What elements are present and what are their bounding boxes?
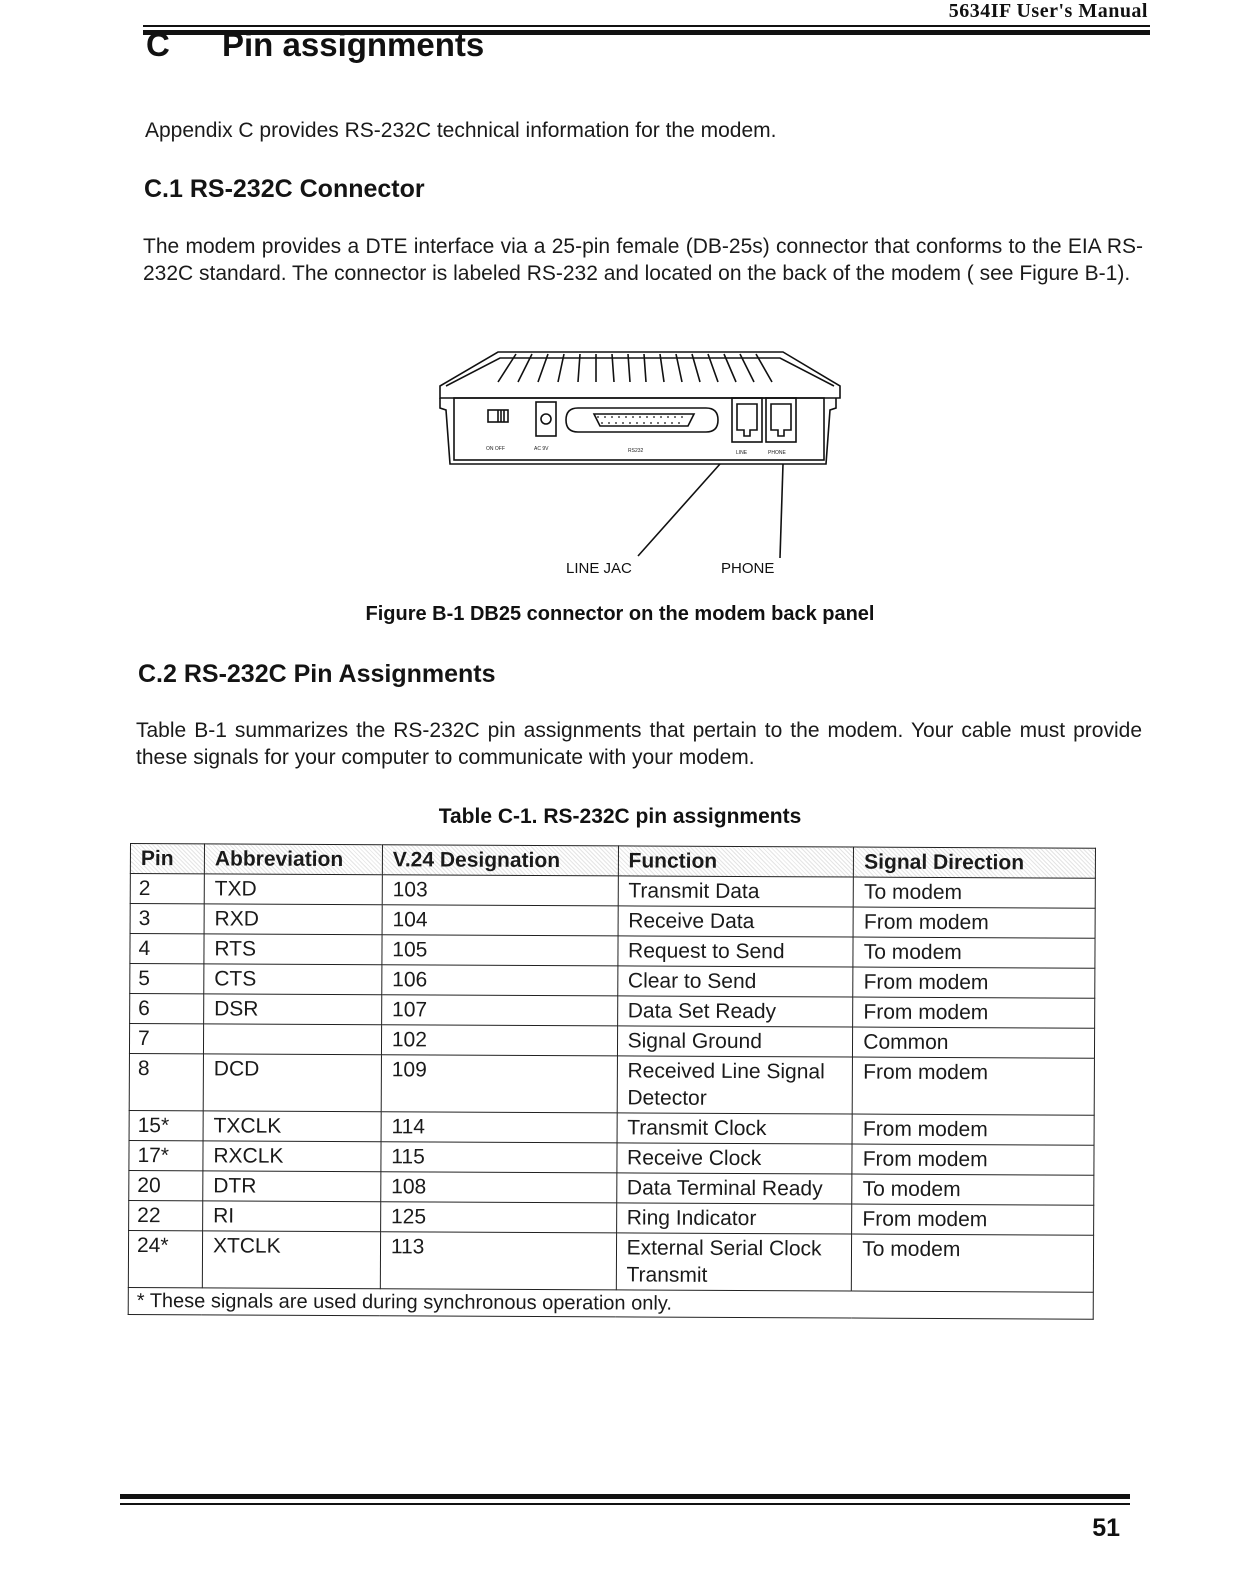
table-row: [128, 1230, 1093, 1292]
section-heading-connector: C.1 RS-232C Connector: [144, 175, 425, 203]
cell-abbreviation: RXCLK: [203, 1141, 381, 1172]
cell-abbreviation: DCD: [203, 1054, 381, 1112]
cell-function: Receive Clock: [617, 1143, 853, 1174]
cell-signal-direction: From modem: [852, 1057, 1094, 1115]
table-row: [130, 934, 1095, 969]
cell-signal-direction: From modem: [852, 1114, 1094, 1145]
cell-v24-designation: 105: [382, 935, 618, 966]
cell-pin: 24*: [128, 1230, 202, 1287]
cell-abbreviation: CTS: [204, 964, 382, 995]
table-header-row: [130, 844, 1095, 879]
section-heading-pins: C.2 RS-232C Pin Assignments: [138, 660, 496, 688]
footer-rule-thick: [120, 1494, 1130, 1499]
cell-abbreviation: RI: [203, 1201, 381, 1232]
cell-signal-direction: Common: [853, 1027, 1095, 1058]
cell-v24-designation: 104: [382, 905, 618, 936]
cell-pin: 22: [129, 1200, 203, 1230]
section-body-connector: The modem provides a DTE interface via a 25-pin female (DB-25s) connector that conforms to the EIA RS-232C standard. The connector is labeled RS-232 and located on the back of the modem ( see Figure B-1).: [143, 235, 1143, 285]
cell-signal-direction: From modem: [853, 907, 1095, 938]
table-row: [129, 1024, 1094, 1059]
cell-function: External Serial Clock Transmit: [616, 1233, 852, 1291]
cell-abbreviation: DTR: [203, 1171, 381, 1202]
cell-abbreviation: RTS: [204, 934, 382, 965]
figure-caption: Figure B-1 DB25 connector on the modem back panel: [365, 603, 875, 625]
cell-function: Receive Data: [618, 906, 854, 937]
table-row: [129, 1200, 1094, 1235]
cell-signal-direction: To modem: [852, 1174, 1094, 1205]
cell-signal-direction: To modem: [853, 937, 1095, 968]
table-row: [130, 904, 1095, 939]
cell-v24-designation: 109: [381, 1055, 617, 1113]
cell-pin: 7: [129, 1024, 203, 1054]
cell-function: Signal Ground: [617, 1026, 853, 1057]
column-header-function: Function: [618, 846, 854, 877]
cell-pin: 20: [129, 1170, 203, 1200]
table-row: [130, 874, 1095, 909]
cell-abbreviation: TXCLK: [203, 1111, 381, 1142]
table-row: [129, 1053, 1094, 1115]
cell-function: Received Line Signal Detector: [617, 1056, 853, 1114]
cell-pin: 17*: [129, 1140, 203, 1170]
chapter-letter: C: [146, 26, 170, 63]
cell-signal-direction: To modem: [853, 877, 1095, 908]
callout-line-jack: LINE JAC: [566, 560, 632, 577]
cell-abbreviation: [203, 1024, 381, 1055]
chapter-heading: [146, 26, 484, 64]
table-row: [129, 1140, 1094, 1175]
column-header-pin: Pin: [130, 844, 204, 874]
cell-signal-direction: From modem: [852, 1144, 1094, 1175]
cell-pin: 5: [130, 964, 204, 994]
cell-v24-designation: 102: [381, 1025, 617, 1056]
cell-abbreviation: RXD: [204, 904, 382, 935]
table-body: [128, 874, 1095, 1293]
cell-function: Data Set Ready: [617, 996, 853, 1027]
pin-assignments-table: [128, 843, 1096, 1320]
cell-function: Clear to Send: [617, 966, 853, 997]
intro-paragraph: Appendix C provides RS-232C technical information for the modem.: [145, 119, 777, 142]
table-row: [130, 964, 1095, 999]
table-footnote: * These signals are used during synchronous operation only.: [128, 1287, 1093, 1319]
cell-pin: 2: [130, 874, 204, 904]
cell-pin: 4: [130, 934, 204, 964]
label-phone: PHONE: [768, 450, 786, 456]
footer-rule: [120, 1503, 1130, 1505]
label-on-off: ON OFF: [486, 446, 505, 452]
cell-signal-direction: From modem: [852, 1204, 1094, 1235]
cell-pin: 15*: [129, 1110, 203, 1140]
cell-function: Request to Send: [618, 936, 854, 967]
table-row: [129, 1110, 1094, 1145]
cell-function: Data Terminal Ready: [616, 1173, 852, 1204]
table-row: [129, 1170, 1094, 1205]
cell-signal-direction: From modem: [853, 967, 1095, 998]
callout-phone: PHONE: [721, 560, 775, 577]
cell-v24-designation: 115: [381, 1142, 617, 1173]
table-row: [130, 994, 1095, 1029]
cell-v24-designation: 103: [382, 875, 618, 906]
cell-abbreviation: TXD: [204, 874, 382, 905]
cell-function: Ring Indicator: [616, 1203, 852, 1234]
cell-signal-direction: From modem: [853, 997, 1095, 1028]
cell-abbreviation: XTCLK: [202, 1231, 380, 1289]
cell-v24-designation: 113: [380, 1232, 616, 1290]
column-header-signal-direction: Signal Direction: [854, 847, 1096, 878]
cell-v24-designation: 114: [381, 1112, 617, 1143]
manual-title: 5634IF User's Manual: [948, 0, 1148, 22]
cell-pin: 8: [129, 1053, 203, 1110]
cell-function: Transmit Data: [618, 876, 854, 907]
page-number: 51: [1092, 1514, 1120, 1542]
section-body-pins: Table B-1 summarizes the RS-232C pin assignments that pertain to the modem. Your cable must provide these signals for your computer to communicate with your modem.: [136, 719, 1142, 769]
label-rs232: RS232: [628, 448, 644, 454]
cell-pin: 6: [130, 994, 204, 1024]
cell-signal-direction: To modem: [852, 1234, 1094, 1292]
label-line: LINE: [736, 450, 748, 456]
table-caption: Table C-1. RS-232C pin assignments: [438, 805, 802, 828]
cell-abbreviation: DSR: [204, 994, 382, 1025]
cell-v24-designation: 108: [381, 1172, 617, 1203]
cell-pin: 3: [130, 904, 204, 934]
label-ac: AC 9V: [534, 446, 549, 452]
cell-v24-designation: 125: [380, 1202, 616, 1233]
column-header-abbreviation: Abbreviation: [204, 844, 382, 875]
cell-v24-designation: 106: [382, 965, 618, 996]
modem-back-panel-figure: [428, 338, 848, 588]
cell-function: Transmit Clock: [617, 1113, 853, 1144]
chapter-title: Pin assignments: [222, 26, 485, 63]
cell-v24-designation: 107: [381, 995, 617, 1026]
column-header-v24-designation: V.24 Designation: [382, 845, 618, 876]
